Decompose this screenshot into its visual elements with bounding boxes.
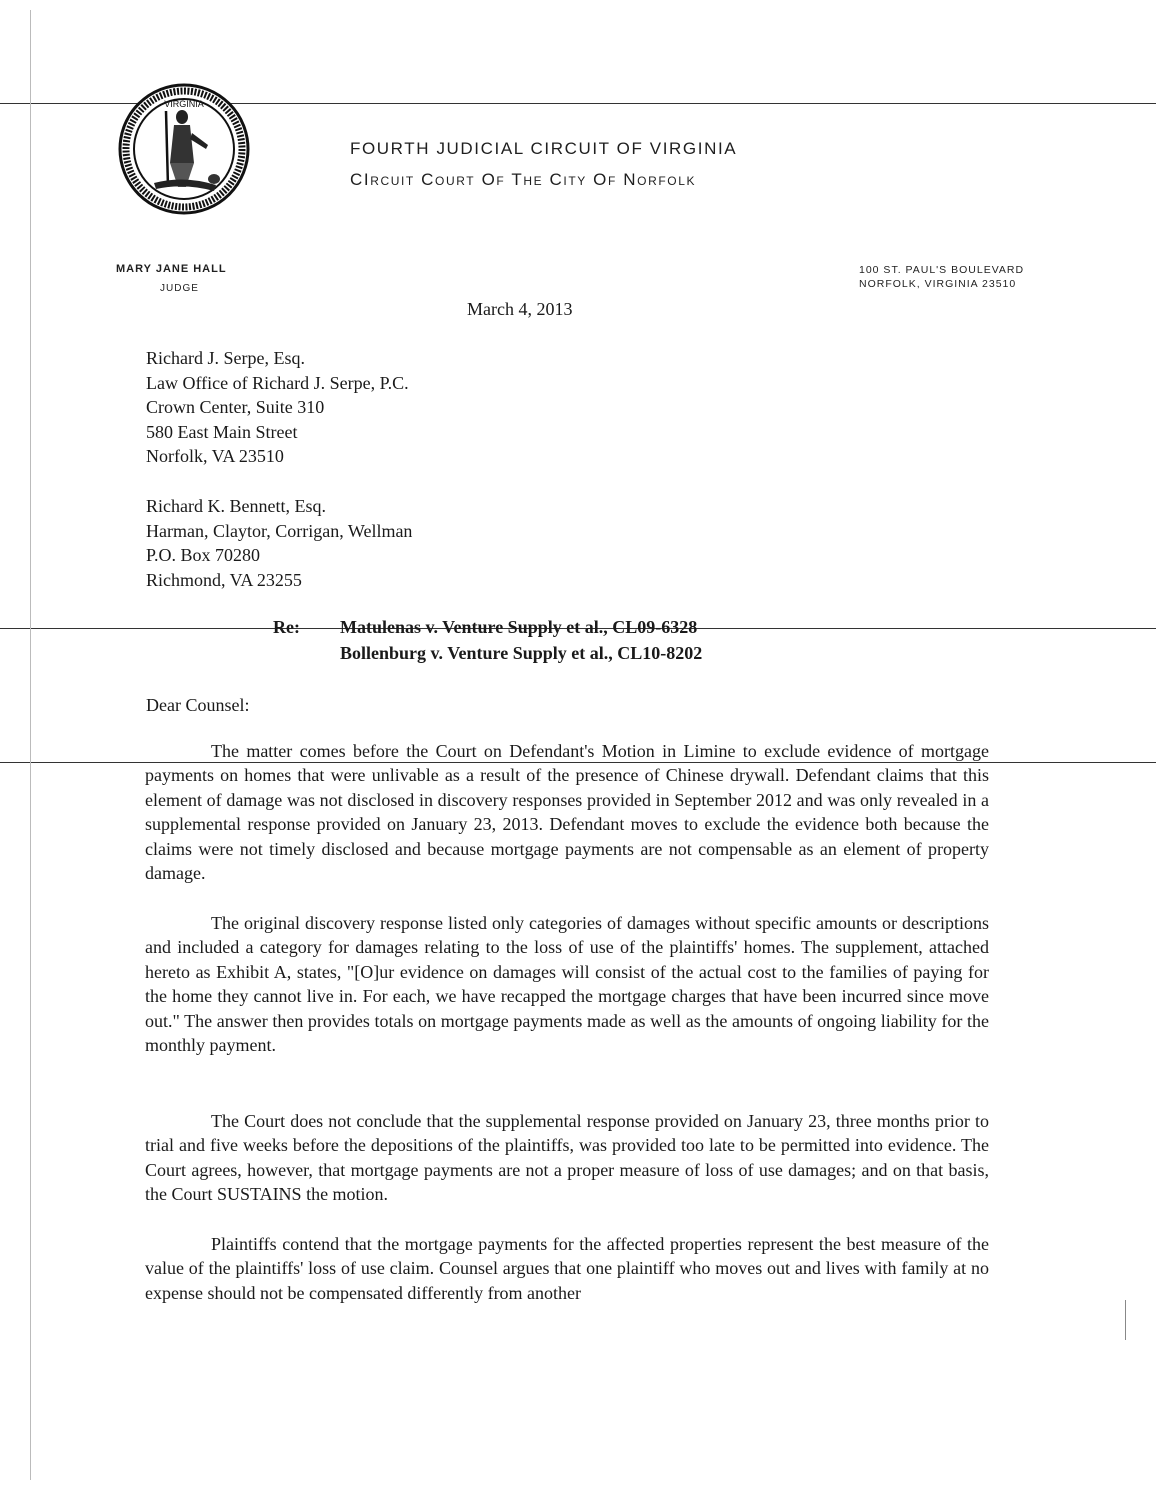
- judge-title: JUDGE: [160, 283, 199, 294]
- paragraph-4: Plaintiffs contend that the mortgage payments for the affected properties represent the best measure of the value of the plaintiffs' loss of use claim. Counsel argues that one plaintiff who moves out and lives with family at no expense should not be compensated differently from another: [145, 1234, 989, 1303]
- re-label: Re:: [273, 617, 300, 637]
- recipient-line: Law Office of Richard J. Serpe, P.C.: [146, 372, 409, 393]
- re-case-1: Matulenas v. Venture Supply et al., CL09-6328: [340, 617, 698, 637]
- re-case-2: Bollenburg v. Venture Supply et al., CL10-8202: [340, 643, 703, 663]
- paragraph-3: The Court does not conclude that the supplemental response provided on January 23, three months prior to trial and five weeks before the depositions of the plaintiffs, was provided too late to be permitted into evidence. The Court agrees, however, that mortgage payments are not a proper measure of loss of use damages; and on that basis, the Court SUSTAINS the motion.: [145, 1111, 989, 1205]
- recipient-line: Richard J. Serpe, Esq.: [146, 348, 305, 368]
- recipient-line: Richmond, VA 23255: [146, 569, 302, 590]
- scan-edge-line-right: [1125, 1300, 1126, 1340]
- scan-edge-line: [30, 10, 31, 1480]
- court-address-line1: 100 ST. PAUL'S BOULEVARD: [859, 264, 1025, 276]
- judge-name: MARY JANE HALL: [116, 263, 227, 275]
- virginia-seal-icon: [118, 83, 250, 215]
- recipient-line: Crown Center, Suite 310: [146, 397, 325, 418]
- court-title: CIrcuit Court Of The City Of Norfolk: [350, 170, 697, 189]
- salutation: Dear Counsel:: [146, 695, 250, 715]
- recipient-line: Norfolk, VA 23510: [146, 446, 284, 467]
- recipient-line: Harman, Claytor, Corrigan, Wellman: [146, 520, 413, 541]
- recipient-block-bennett: [146, 494, 412, 592]
- recipient-block-serpe: [146, 346, 409, 469]
- recipient-line: 580 East Main Street: [146, 421, 298, 442]
- recipient-line: P.O. Box 70280: [146, 545, 261, 566]
- recipient-line: Richard K. Bennett, Esq.: [146, 496, 326, 516]
- letter-date: March 4, 2013: [467, 299, 573, 319]
- court-address-line2: NORFOLK, VIRGINIA 23510: [859, 278, 1017, 290]
- paragraph-1: The matter comes before the Court on Defendant's Motion in Limine to exclude evidence of mortgage payments on homes that were unlivable as a result of the presence of Chinese drywall. Defendant claims that this element of damage was not disclosed in discovery responses provided in September 2012 and was only revealed in a supplemental response provided on January 23, 2013. Defendant moves to exclude the evidence both because the claims were not timely disclosed and because mortgage payments are not compensable as an element of property damage.: [145, 741, 989, 884]
- seal-text: VIRGINIA: [164, 99, 204, 109]
- circuit-title: FOURTH JUDICIAL CIRCUIT OF VIRGINIA: [350, 139, 738, 158]
- paragraph-2: The original discovery response listed only categories of damages without specific amounts or descriptions and included a category for damages relating to the loss of use of the plaintiffs' homes. The supplement, attached hereto as Exhibit A, states, "[O]ur evidence on damages will consist of the actual cost to the families of paying for the home they cannot live in. For each, we have recapped the mortgage charges that have been incurred since move out." The answer then provides totals on mortgage payments made as well as the amounts of ongoing liability for the monthly payment.: [145, 913, 989, 1056]
